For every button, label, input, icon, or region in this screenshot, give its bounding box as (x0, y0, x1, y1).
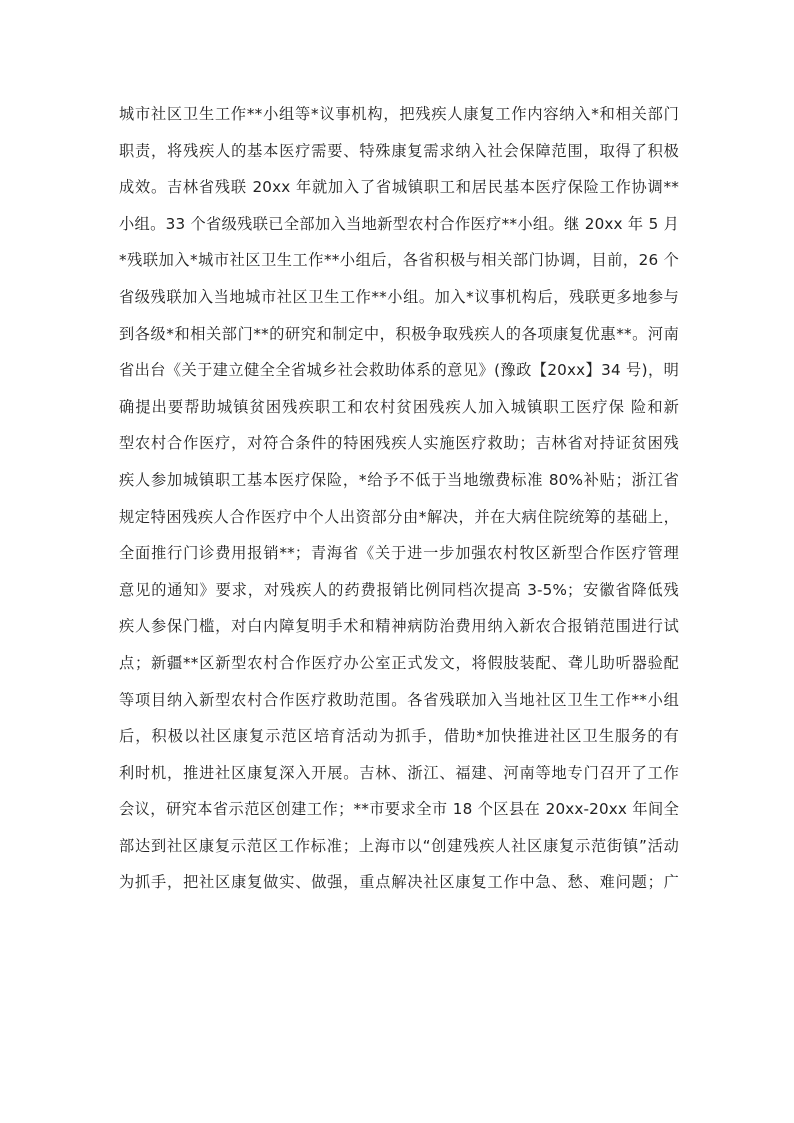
text-line: 疾人参加城镇职工基本医疗保险，*给予不低于当地缴费标准 80%补贴；浙江省 (119, 470, 679, 489)
text-line: 城市社区卫生工作**小组等*议事机构，把残疾人康复工作内容纳入*和相关部门 (119, 105, 679, 123)
text-line: 等项目纳入新型农村合作医疗救助范围。各省残联加入当地社区卫生工作**小组 (119, 690, 679, 709)
text-line: 确提出要帮助城镇贫困残疾职工和农村贫困残疾人加入城镇职工医疗保 险和新 (119, 397, 679, 416)
text-line: 小组。33 个省级残联已全部加入当地新型农村合作医疗**小组。继 20xx 年 5 月 (119, 214, 679, 233)
text-line: 省级残联加入当地城市社区卫生工作**小组。加入*议事机构后，残联更多地参与 (119, 287, 679, 306)
text-line: 职责，将残疾人的基本医疗需要、特殊康复需求纳入社会保障范围，取得了积极 (119, 141, 679, 160)
text-line: 点；新疆**区新型农村合作医疗办公室正式发文，将假肢装配、聋儿助听器验配 (119, 653, 679, 672)
text-line: 省出台《关于建立健全全省城乡社会救助体系的意见》(豫政【20xx】34 号)，明 (119, 361, 679, 380)
text-line: 部达到社区康复示范区工作标准；上海市以“创建残疾人社区康复示范街镇”活动 (119, 836, 679, 855)
text-line: 疾人参保门槛，对白内障复明手术和精神病防治费用纳入新农合报销范围进行试 (119, 617, 679, 636)
text-line: 型农村合作医疗，对符合条件的特困残疾人实施医疗救助；吉林省对持证贫困残 (119, 434, 679, 453)
text-line: 后，积极以社区康复示范区培育活动为抓手，借助*加快推进社区卫生服务的有 (119, 727, 679, 746)
text-line: 全面推行门诊费用报销**；青海省《关于进一步加强农村牧区新型合作医疗管理 (119, 544, 679, 563)
text-line: 会议，研究本省示范区创建工作；**市要求全市 18 个区县在 20xx-20xx 年间全 (119, 800, 679, 819)
body-paragraph (119, 102, 679, 907)
text-line: 利时机，推进社区康复深入开展。吉林、浙江、福建、河南等地专门召开了工作 (119, 763, 679, 782)
text-line: 成效。吉林省残联 20xx 年就加入了省城镇职工和居民基本医疗保险工作协调** (119, 178, 679, 197)
text-line: 意见的通知》要求，对残疾人的药费报销比例同档次提高 3-5%；安徽省降低残 (119, 580, 679, 599)
text-line: *残联加入*城市社区卫生工作**小组后，各省积极与相关部门协调，目前，26 个 (119, 251, 679, 270)
text-line: 规定特困残疾人合作医疗中个人出资部分由*解决，并在大病住院统筹的基础上， (119, 507, 679, 526)
text-line: 为抓手，把社区康复做实、做强，重点解决社区康复工作中急、愁、难问题；广 (119, 873, 679, 892)
text-line: 到各级*和相关部门**的研究和制定中，积极争取残疾人的各项康复优惠**。河南 (119, 324, 679, 343)
